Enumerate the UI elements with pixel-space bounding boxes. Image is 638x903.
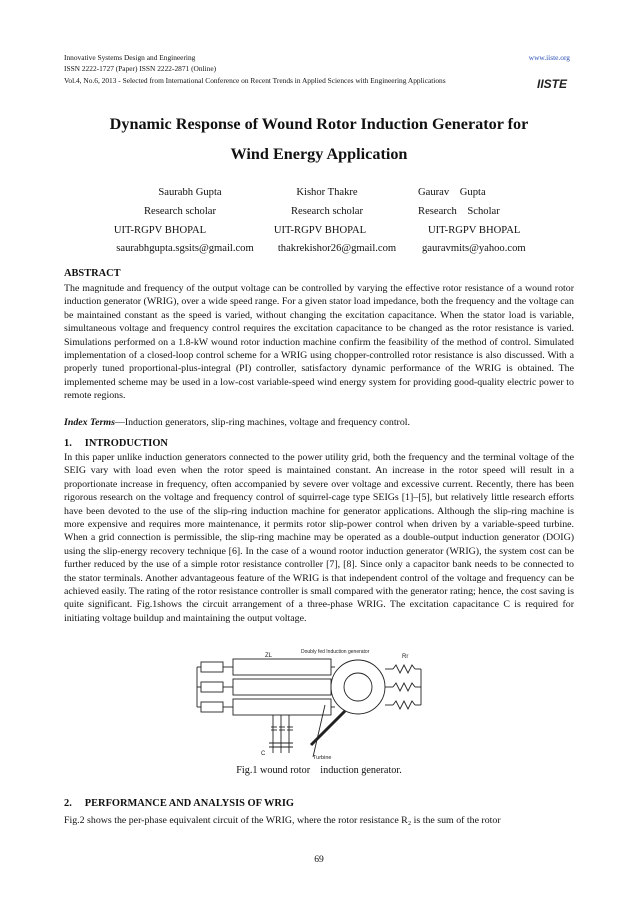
label-turbine: Turbine (313, 755, 332, 760)
section1-body: In this paper unlike induction generators connected to the power utility grid, both the frequency and the terminal voltage of the SEIG vary with load even when the rotor speed is maintained constant. An increase in the rotor speed will result in a proportionate increase in frequency, often accompanied by severe over voltage and excessive current. Recently, there has been rigorous research on the voltage and frequency control of squirrel-cage type SEIGs [1]–[5], but relatively little research efforts have been devoted to the use of the slip-ring induction machine for generator applications. Although the slip-ring machine is more expensive and requires more maintenance, it permits rotor slip-power control when driven by a variable-speed turbine. When a grid connection is permissible, the slip-ring machine may be operated as a double-output induction generator (DOIG) using the slip-energy recovery technique [6]. In the case of a wound rootor induction generator (WRIG), the system cost can be further reduced by the use of a simple rotor resistance controller [7], [8]. Since only a capacitor bank needs to be connected to the stator terminals. Another advantageous feature of the WRIG is that independent control of the voltage and frequency can be achieved easily. The rating of the rotor resistance controller is small compared with the generator rating; hence, the cost saving is quite significant. Fig.1shows the circuit arrangement of a three-phase WRIG. The excitation capacitance C is required for initiating voltage buildup and maintaining the output voltage. (64, 452, 574, 624)
author-role: Research scholar (290, 206, 364, 217)
author-affiliation: UIT-RGPV BHOPAL (428, 225, 521, 236)
load-impedance-b (201, 682, 223, 692)
author-email[interactable]: thakrekishor26@gmail.com (277, 243, 397, 254)
abstract-body (64, 282, 574, 403)
label-rr: Rr (402, 654, 409, 660)
author-name: Gaurav Gupta (418, 187, 486, 198)
rotor-resistor-c (393, 701, 415, 709)
paper-title-line1: Dynamic Response of Wound Rotor Induction Generator for (109, 115, 529, 133)
generator-stator (331, 660, 385, 714)
author-affiliation: UIT-RGPV BHOPAL (273, 225, 367, 236)
author-name: Saurabh Gupta (158, 187, 222, 198)
abstract-text: The magnitude and frequency of the output voltage can be controlled by varying the effective rotor resistance of a wound rotor induction generator (WRIG), over a wide speed range. For a given stator load impedance, both the frequency and the voltage can be maintained constant as the speed is varied, without changing the excitation capacitance. When the stator load is variable, simultaneous voltage and frequency control requires the excitation capacitance to be changed as the rotor resistance is varied. Simulations performed on a 1.8-kW wound rotor induction machine confirm the feasibility of the method of control. Simulated implementation of a closed-loop control scheme for a WRIG using chopper-controlled rotor resistance is also discussed. With a properly tuned proportional-plus-integral (PI) controller, satisfactory dynamic performance of the WRIG is obtained. The implemented scheme may be used in a low-cost variable-speed wind energy system for providing good-quality electric power to remote regions. (64, 283, 574, 402)
rotor-resistor-b (393, 683, 415, 691)
index-terms (64, 416, 574, 429)
rotor-resistor-a (393, 665, 415, 673)
author-role: Research scholar (143, 206, 217, 217)
paper-title-line2: Wind Energy Application (230, 145, 408, 163)
journal-url[interactable]: www.iiste.org (528, 53, 570, 62)
wrig-circuit-figure (195, 645, 435, 760)
author-role: Research Scholar (418, 206, 500, 217)
label-zl: ZL (265, 653, 273, 659)
issn-line: ISSN 2222-1727 (Paper) ISSN 2222-2871 (Online) (64, 64, 217, 73)
excitation-capacitor-bank (271, 727, 293, 730)
logo-text: IISTE (536, 77, 568, 91)
index-terms-text: —Induction generators, slip-ring machines, voltage and frequency control. (114, 417, 410, 428)
generator-rotor (344, 673, 372, 701)
label-c: C (261, 751, 266, 757)
label-generator: Doubly fed Induction generator (301, 649, 370, 655)
load-impedance-c (201, 702, 223, 712)
section2-heading: 2. PERFORMANCE AND ANALYSIS OF WRIG (64, 798, 294, 809)
author-name: Kishor Thakre (296, 187, 358, 198)
index-terms-label: Index Terms (64, 417, 115, 428)
figure-caption: Fig.1 wound rotor induction generator. (236, 765, 402, 776)
abstract-heading: ABSTRACT (64, 268, 121, 279)
turbine-shaft (311, 711, 345, 745)
author-email[interactable]: gauravmits@yahoo.com (422, 243, 526, 254)
author-email[interactable]: saurabhgupta.sgsits@gmail.com (116, 243, 254, 254)
page-number: 69 (314, 854, 324, 865)
section2-body: Fig.2 shows the per-phase equivalent circuit of the WRIG, where the rotor resistance R₂ is the sum of the rotor (64, 815, 501, 826)
section1-heading: 1. INTRODUCTION (64, 438, 168, 449)
volume-line: Vol.4, No.6, 2013 - Selected from International Conference on Recent Trends in Applied Sciences with Engineering Applications (64, 76, 446, 85)
journal-name: Innovative Systems Design and Engineering (64, 53, 196, 62)
iiste-logo (536, 74, 568, 92)
load-impedance-a (201, 662, 223, 672)
author-affiliation: UIT-RGPV BHOPAL (113, 225, 207, 236)
